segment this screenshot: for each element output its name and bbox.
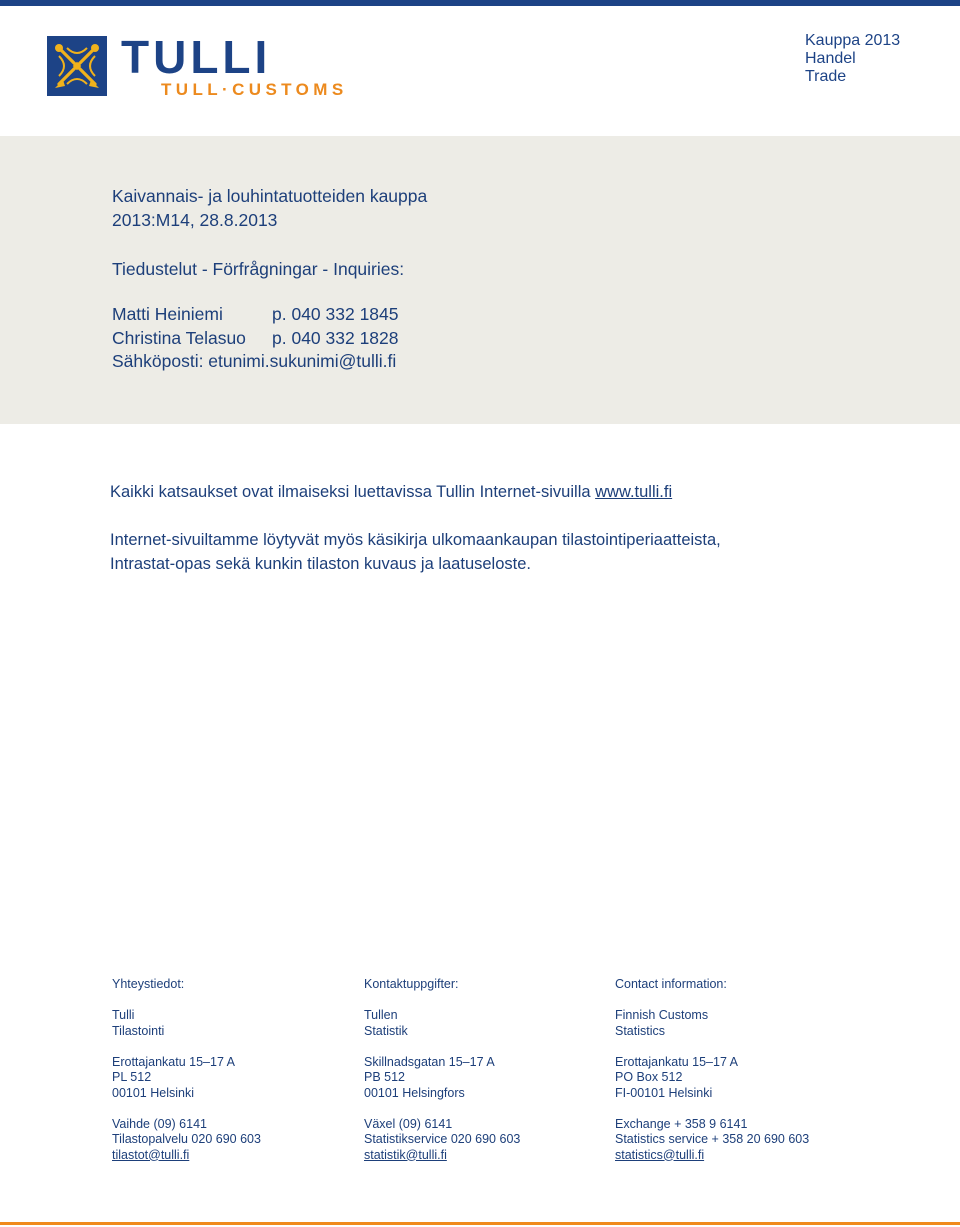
contact-service-phone: Statistics service + 358 20 690 603: [615, 1132, 810, 1146]
contact-city: 00101 Helsinki: [112, 1085, 194, 1100]
info-band: [0, 136, 960, 424]
bottom-rule: [0, 1222, 960, 1225]
series-line: Kauppa 2013: [805, 32, 901, 49]
release-title: Kaivannais- ja louhintatuotteiden kauppa: [112, 186, 428, 206]
contact-email-link[interactable]: statistik@tulli.fi: [364, 1147, 447, 1162]
contact-service-phone: Tilastopalvelu 020 690 603: [112, 1132, 261, 1146]
brand-subname: TULL·CUSTOMS: [161, 80, 348, 99]
contact-column-sv: [364, 977, 604, 1163]
contact-switchboard: Vaihde (09) 6141: [112, 1116, 207, 1131]
contact-city: FI-00101 Helsinki: [615, 1085, 713, 1100]
contact-org: Tullen: [364, 1008, 398, 1022]
contact-name: Christina Telasuo: [112, 328, 246, 348]
contact-heading: Kontaktuppgifter:: [364, 977, 459, 991]
series-line: Handel: [805, 50, 856, 67]
contact-unit: Statistics: [615, 1023, 666, 1038]
contact-heading: Contact information:: [615, 977, 727, 991]
contact-pobox: PB 512: [364, 1070, 406, 1084]
handbook-notice-line: Internet-sivuiltamme löytyvät myös käsikirja ulkomaankaupan tilastointiperiaatteista,: [110, 531, 721, 549]
top-rule: [0, 0, 960, 6]
contact-email-link[interactable]: tilastot@tulli.fi: [112, 1147, 190, 1162]
contact-pobox: PO Box 512: [615, 1070, 683, 1084]
release-date: 2013:M14, 28.8.2013: [112, 210, 278, 230]
contact-switchboard: Växel (09) 6141: [364, 1116, 453, 1131]
tulli-website-link[interactable]: www.tulli.fi: [595, 483, 673, 501]
brand-name: TULLI: [121, 31, 272, 83]
contact-column-fi: [112, 977, 352, 1163]
contact-name: Matti Heiniemi: [112, 304, 223, 324]
contact-street: Erottajankatu 15–17 A: [112, 1054, 236, 1069]
notice-text: Kaikki katsaukset ovat ilmaiseksi luettavissa Tullin Internet-sivuilla: [110, 483, 591, 501]
contact-street: Erottajankatu 15–17 A: [615, 1054, 739, 1069]
contact-org: Finnish Customs: [615, 1008, 709, 1022]
email-line: Sähköposti: etunimi.sukunimi@tulli.fi: [112, 351, 397, 371]
series-label: [805, 32, 900, 86]
contact-phone: p. 040 332 1845: [272, 304, 399, 324]
contact-street: Skillnadsgatan 15–17 A: [364, 1054, 495, 1069]
series-line: Trade: [805, 68, 847, 85]
contact-unit: Statistik: [364, 1023, 408, 1038]
inquiries-label: Tiedustelut - Förfrågningar - Inquiries:: [112, 259, 405, 279]
contact-city: 00101 Helsingfors: [364, 1085, 465, 1100]
handbook-notice-line: Intrastat-opas sekä kunkin tilaston kuvaus ja laatuseloste.: [110, 555, 531, 573]
contact-switchboard: Exchange + 358 9 6141: [615, 1116, 748, 1131]
contact-column-en: [615, 977, 855, 1163]
contact-heading: Yhteystiedot:: [112, 977, 185, 991]
publications-notice: [110, 483, 672, 502]
contact-email-link[interactable]: statistics@tulli.fi: [615, 1147, 705, 1162]
contact-unit: Tilastointi: [112, 1023, 165, 1038]
contact-org: Tulli: [112, 1008, 135, 1022]
contact-service-phone: Statistikservice 020 690 603: [364, 1132, 521, 1146]
customs-emblem-icon: [47, 36, 107, 96]
contact-pobox: PL 512: [112, 1070, 152, 1084]
contact-phone: p. 040 332 1828: [272, 328, 399, 348]
